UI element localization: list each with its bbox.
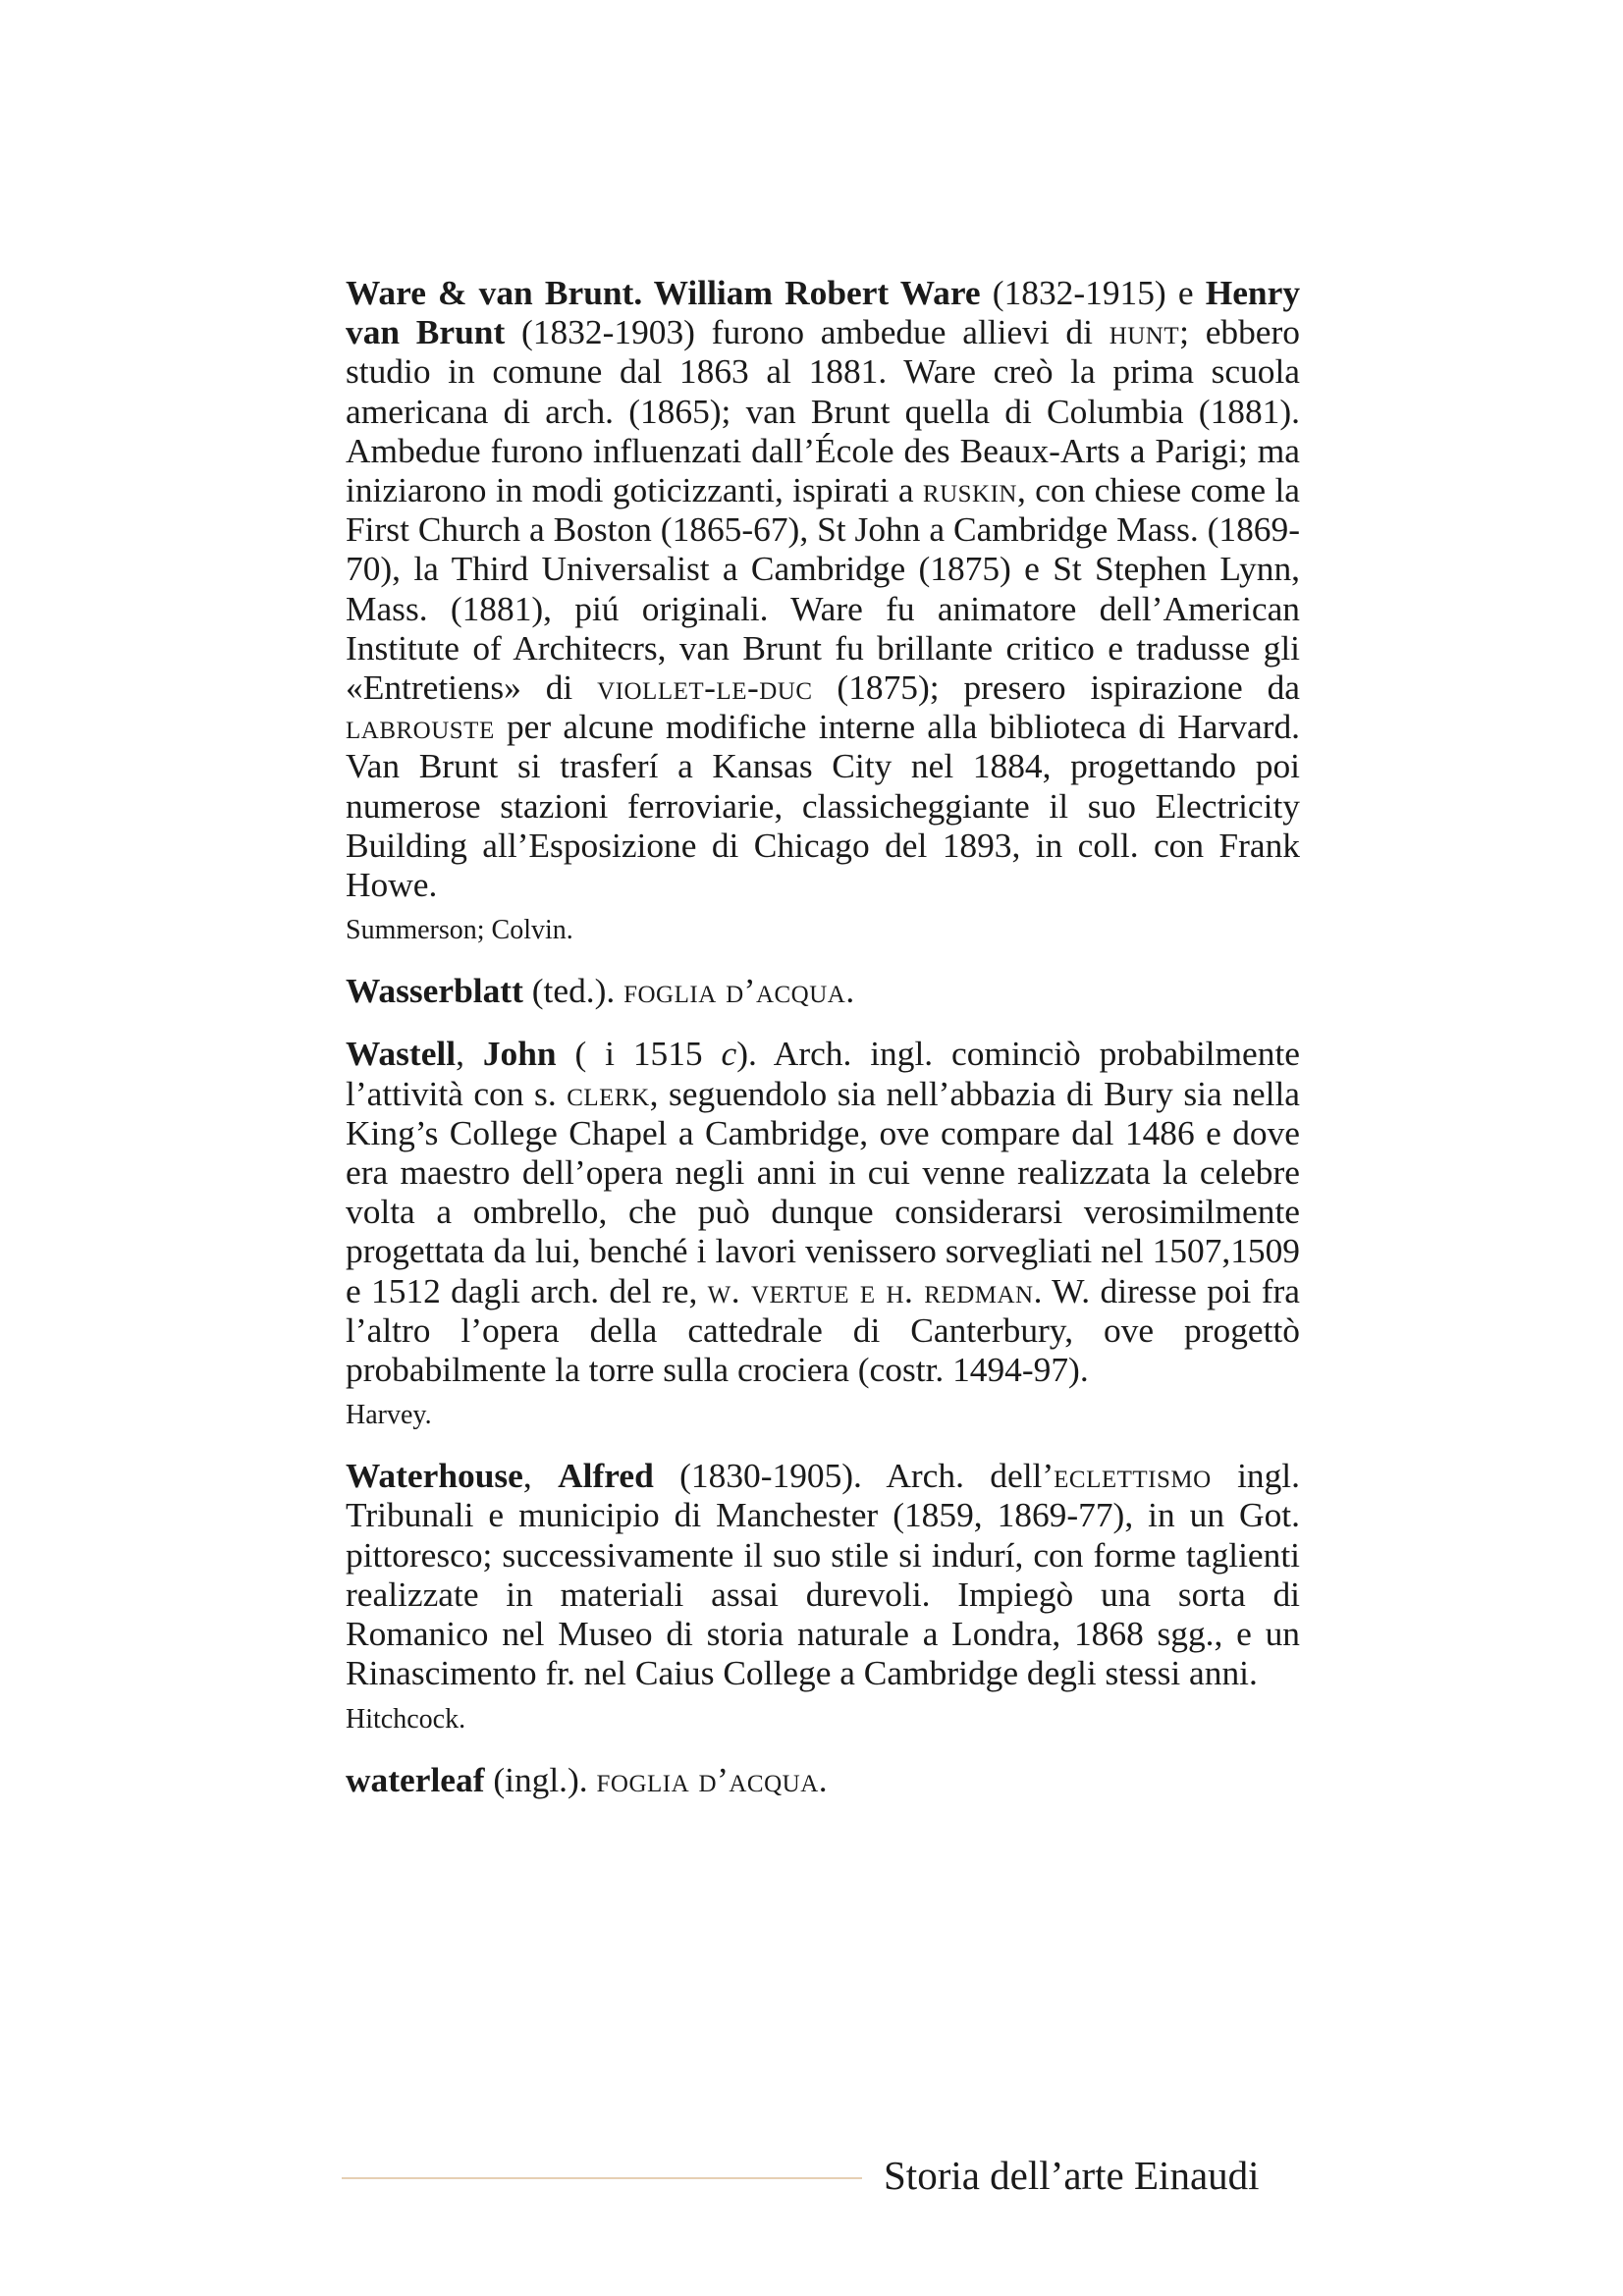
cross-reference: eclettismo	[1054, 1456, 1212, 1496]
entry-headword: Wastell	[346, 1034, 457, 1074]
entry-headword: waterleaf	[346, 1759, 485, 1799]
entry-text: per alcune modifiche interne alla biblioteca di Harvard. Van Brunt si trasferí a Kansas City nel 1884, progettando poi numerose stazioni ferroviarie, classicheggiante il suo Electricity Building all’Esposizione di Chicago del 1893, in coll. con Frank Howe.	[346, 707, 1300, 905]
entry-text: (ted.).	[522, 971, 624, 1011]
bibliography: Harvey.	[346, 1400, 432, 1431]
entry-headword: Ware & van Brunt. William Robert Ware	[346, 273, 981, 312]
entry-text: ; ebbero studio in comune dal 1863 al 1881. Ware creò la prima scuola americana di arch. (1865); van Brunt quella di Columbia (1881). Ambedue furono influenzati dall’École des Beaux-Arts a Parigi; ma iniziarono in modi goticizzanti, ispirati a	[346, 312, 1300, 510]
entry-text: (1832-1915) e	[980, 273, 1206, 312]
entry-text: . W. diresse poi fra l’altro l’opera della cattedrale di Canterbury, ove progettò probabilmente la torre sulla crociera (costr. 1494-97).	[346, 1270, 1300, 1390]
entry-text: ingl. Tribunali e municipio di Manchester (1859, 1869-77), in un Got. pittoresco; successivamente il suo stile si indurí, con forme taglienti realizzate in materiali assai durevoli. Impiegò una sorta di Romanico nel Museo di storia naturale a Londra, 1868 sgg., e un Rinascimento fr. nel Caius College a Cambridge degli stessi anni.	[346, 1456, 1300, 1693]
entry-waterhouse	[346, 1456, 1300, 1692]
cross-reference: viollet-le-duc	[597, 667, 813, 708]
entry-text: ,	[522, 1456, 559, 1496]
cross-reference: labrouste	[346, 707, 495, 747]
cross-reference: ruskin	[922, 470, 1017, 510]
entry-ware-van-brunt	[346, 273, 1300, 904]
entry-text-italic: c	[721, 1034, 737, 1074]
entry-waterleaf	[346, 1760, 1300, 1799]
cross-reference: w. vertue e h. redman	[707, 1270, 1034, 1310]
cross-reference: hunt	[1109, 312, 1180, 352]
entry-headword: Wasserblatt	[346, 971, 523, 1011]
footer-rule	[342, 2177, 862, 2179]
entry-text: , seguendolo sia nell’abbazia di Bury sia nella King’s College Chapel a Cambridge, ove compare dal 1486 e dove era maestro dell’opera negli anni in cui venne realizzata la celebre volta a ombrello, che può dunque considerarsi verosimilmente progettata da lui, benché i lavori venissero sorvegliati nel 1507,1509 e 1512 dagli arch. del re,	[346, 1073, 1300, 1310]
entry-headword: Waterhouse	[346, 1456, 523, 1496]
bibliography: Summerson; Colvin.	[346, 915, 573, 946]
footer-title: Storia dell’arte Einaudi	[884, 2153, 1260, 2198]
entry-headword: Alfred	[558, 1456, 654, 1496]
entry-text: ). Arch. ingl. cominciò probabilmente l’attività con s.	[346, 1034, 1300, 1113]
entry-text: ( i 1515	[556, 1034, 722, 1074]
entry-text: (1875); presero ispirazione da	[812, 667, 1300, 708]
bibliography: Hitchcock.	[346, 1703, 466, 1735]
entry-headword: Henry van Brunt	[346, 273, 1301, 352]
cross-reference: clerk	[567, 1073, 650, 1113]
entry-text: , con chiese come la First Church a Boston (1865-67), St John a Cambridge Mass. (1869-70), la Third Universalist a Cambridge (1875) e St Stephen Lynn, Mass. (1881), piú originali. Ware fu animatore dell’American Institute of Architecrs, van Brunt fu brillante critico e tradusse gli «Entretiens» di	[346, 470, 1300, 708]
entry-headword: John	[482, 1034, 557, 1074]
entry-text: ,	[456, 1034, 483, 1074]
entry-text: (ingl.).	[484, 1759, 597, 1799]
entry-wastell	[346, 1034, 1300, 1389]
cross-reference: foglia d’acqua.	[596, 1759, 829, 1799]
cross-reference: foglia d’acqua.	[623, 971, 855, 1011]
entry-text: (1832-1903) furono ambedue allievi di	[505, 312, 1109, 352]
page-body	[346, 273, 1300, 1799]
entry-wasserblatt	[346, 971, 1300, 1010]
entry-text: (1830-1905). Arch. dell’	[653, 1456, 1055, 1496]
